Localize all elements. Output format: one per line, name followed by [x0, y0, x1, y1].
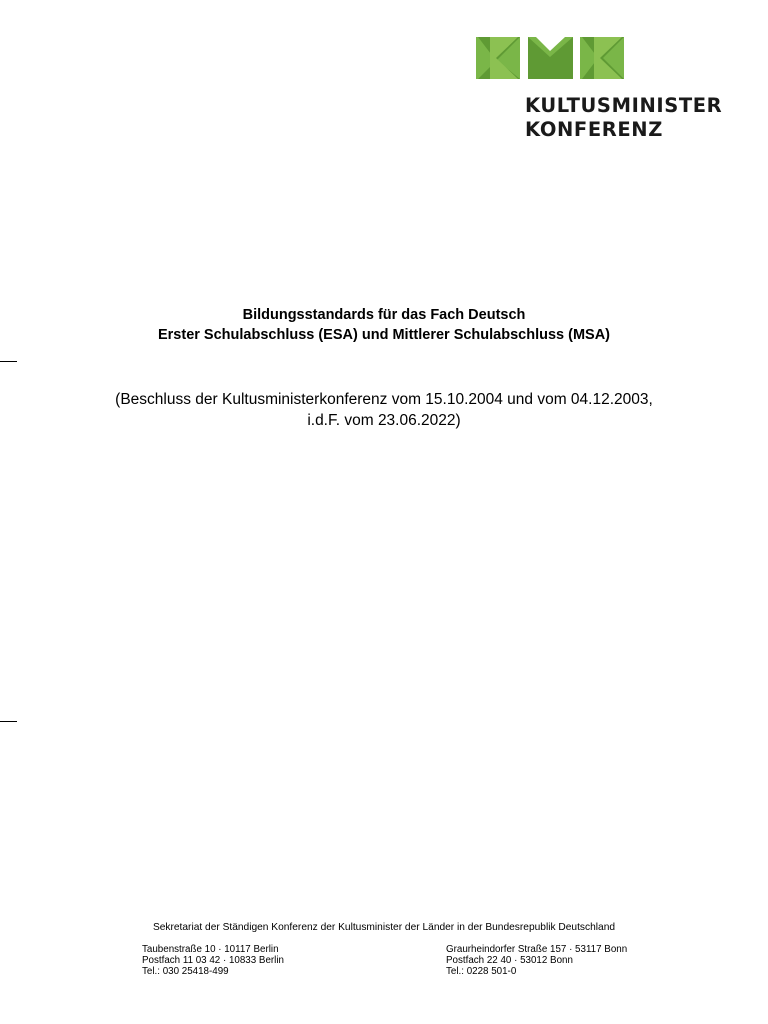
- bonn-postbox: Postfach 22 40 · 53012 Bonn: [446, 955, 573, 966]
- logo-line-1: KULTUSMINISTER: [525, 94, 723, 117]
- berlin-street: Taubenstraße 10 · 10117 Berlin: [142, 944, 279, 955]
- title-line-1: Bildungsstandards für das Fach Deutsch: [242, 307, 526, 323]
- document-title: [0, 305, 768, 345]
- resolution-note: [0, 389, 768, 431]
- footer-heading: Sekretariat der Ständigen Konferenz der Kultusminister der Länder in der Bundesrepublik Deutschland: [152, 922, 616, 933]
- kmk-logo-mark: [476, 37, 626, 81]
- fold-mark-top: [0, 361, 17, 362]
- bonn-street: Graurheindorfer Straße 157 · 53117 Bonn: [446, 944, 628, 955]
- kmk-logo: [476, 37, 736, 147]
- title-line-2: Erster Schulabschluss (ESA) und Mittlerer Schulabschluss (MSA): [157, 327, 610, 343]
- berlin-phone: Tel.: 030 25418-499: [142, 966, 229, 977]
- address-bonn: [446, 944, 627, 977]
- fold-mark-bottom: [0, 721, 17, 722]
- address-berlin: [142, 944, 284, 977]
- resolution-line-2: i.d.F. vom 23.06.2022): [307, 412, 461, 429]
- resolution-line-1: (Beschluss der Kultusministerkonferenz vom 15.10.2004 und vom 04.12.2003,: [115, 391, 653, 408]
- bonn-phone: Tel.: 0228 501-0: [446, 966, 517, 977]
- logo-line-2: KONFERENZ: [525, 118, 663, 141]
- berlin-postbox: Postfach 11 03 42 · 10833 Berlin: [142, 955, 284, 966]
